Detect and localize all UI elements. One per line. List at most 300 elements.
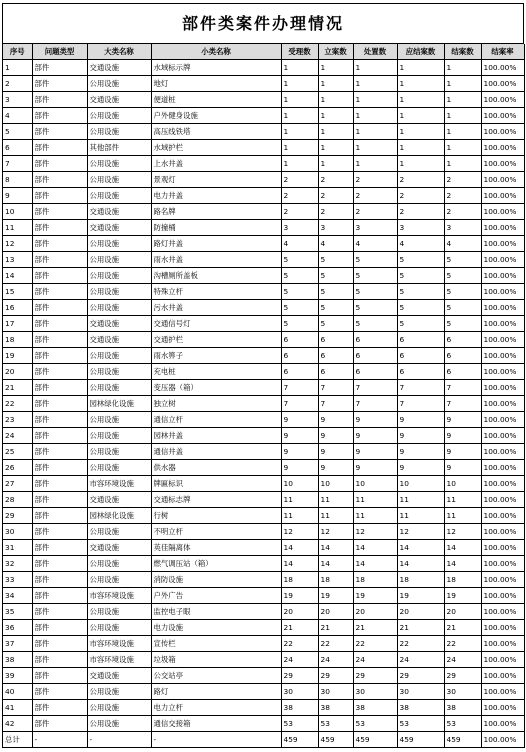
table-cell: 14 — [444, 540, 481, 556]
table-cell: 市容环境设施 — [87, 636, 151, 652]
table-cell: 5 — [353, 268, 397, 284]
table-cell: 充电桩 — [151, 364, 281, 380]
table-cell: 5 — [353, 284, 397, 300]
table-cell: 公用设施 — [87, 108, 151, 124]
table-cell: 部件 — [32, 604, 87, 620]
table-cell: 部件 — [32, 620, 87, 636]
table-cell: 5 — [353, 316, 397, 332]
table-cell: 部件 — [32, 460, 87, 476]
table-cell: 36 — [3, 620, 32, 636]
table-cell: 53 — [444, 716, 481, 732]
table-cell: 6 — [397, 364, 444, 380]
table-cell: 交通护栏 — [151, 332, 281, 348]
table-cell: 10 — [318, 476, 353, 492]
table-cell: 1 — [353, 92, 397, 108]
table-cell: 9 — [281, 460, 318, 476]
table-cell: 6 — [444, 364, 481, 380]
table-cell: 部件 — [32, 476, 87, 492]
table-cell: 部件 — [32, 236, 87, 252]
table-cell: 1 — [444, 60, 481, 76]
table-cell: 18 — [318, 572, 353, 588]
table-cell: 电力立杆 — [151, 700, 281, 716]
column-header: 序号 — [3, 44, 32, 60]
table-row — [3, 124, 524, 140]
table-cell: 9 — [444, 412, 481, 428]
table-cell: 6 — [353, 332, 397, 348]
table-cell: 9 — [397, 428, 444, 444]
table-cell: 22 — [444, 636, 481, 652]
table-cell: 24 — [397, 652, 444, 668]
table-cell: 电力设施 — [151, 620, 281, 636]
table-cell: 公用设施 — [87, 412, 151, 428]
table-cell: 部件 — [32, 60, 87, 76]
table-cell: 100.00% — [481, 508, 524, 524]
table-cell: 7 — [397, 380, 444, 396]
table-cell: 地灯 — [151, 76, 281, 92]
table-cell: 1 — [353, 76, 397, 92]
table-cell: 1 — [397, 124, 444, 140]
table-cell: 3 — [281, 220, 318, 236]
table-cell: 9 — [281, 444, 318, 460]
table-cell: 14 — [444, 556, 481, 572]
table-row — [3, 572, 524, 588]
table-cell: 14 — [318, 540, 353, 556]
table-cell: 100.00% — [481, 572, 524, 588]
column-header: 小类名称 — [151, 44, 281, 60]
table-cell: 100.00% — [481, 588, 524, 604]
table-cell: 11 — [281, 492, 318, 508]
table-cell: 6 — [397, 348, 444, 364]
table-cell: 监控电子眼 — [151, 604, 281, 620]
table-cell: 100.00% — [481, 524, 524, 540]
table-cell: 公用设施 — [87, 556, 151, 572]
table-cell: 部件 — [32, 700, 87, 716]
table-row — [3, 396, 524, 412]
table-cell: 2 — [444, 172, 481, 188]
table-cell: 2 — [318, 204, 353, 220]
table-cell: - — [151, 732, 281, 748]
table-row — [3, 476, 524, 492]
table-cell: 9 — [397, 412, 444, 428]
table-cell: 19 — [281, 588, 318, 604]
table-cell: 5 — [444, 300, 481, 316]
table-cell: 100.00% — [481, 540, 524, 556]
table-cell: 42 — [3, 716, 32, 732]
table-cell: 交通设施 — [87, 220, 151, 236]
table-row — [3, 316, 524, 332]
table-cell: 公用设施 — [87, 380, 151, 396]
table-cell: 100.00% — [481, 428, 524, 444]
table-cell: 5 — [444, 268, 481, 284]
table-cell: 10 — [3, 204, 32, 220]
table-cell: 2 — [318, 172, 353, 188]
table-cell: 11 — [318, 508, 353, 524]
table-row — [3, 188, 524, 204]
table-cell: 14 — [397, 540, 444, 556]
table-cell: 公用设施 — [87, 716, 151, 732]
table-cell: 公用设施 — [87, 460, 151, 476]
table-cell: 22 — [281, 636, 318, 652]
table-cell: 100.00% — [481, 348, 524, 364]
table-row — [3, 348, 524, 364]
table-cell: 6 — [444, 332, 481, 348]
table-cell: 38 — [281, 700, 318, 716]
table-cell: 5 — [318, 252, 353, 268]
table-cell: 23 — [3, 412, 32, 428]
table-cell: 12 — [353, 524, 397, 540]
table-cell: 2 — [397, 188, 444, 204]
table-cell: 21 — [281, 620, 318, 636]
table-cell: 部件 — [32, 188, 87, 204]
table-cell: 部件 — [32, 92, 87, 108]
table-cell: 29 — [444, 668, 481, 684]
table-cell: 19 — [444, 588, 481, 604]
table-cell: 5 — [318, 268, 353, 284]
table-cell: 21 — [444, 620, 481, 636]
table-cell: 14 — [353, 556, 397, 572]
table-cell: 11 — [281, 508, 318, 524]
table-cell: 公用设施 — [87, 684, 151, 700]
table-cell: 14 — [397, 556, 444, 572]
table-cell: 5 — [318, 300, 353, 316]
table-row — [3, 412, 524, 428]
table-cell: 部件 — [32, 252, 87, 268]
table-cell: 4 — [353, 236, 397, 252]
table-cell: 部件 — [32, 156, 87, 172]
table-cell: 燃气调压站（箱） — [151, 556, 281, 572]
table-cell: 9 — [353, 444, 397, 460]
table-cell: 5 — [444, 284, 481, 300]
table-cell: 14 — [281, 540, 318, 556]
table-cell: 24 — [353, 652, 397, 668]
table-row — [3, 684, 524, 700]
table-cell: 公交站亭 — [151, 668, 281, 684]
table-cell: 7 — [318, 380, 353, 396]
table-cell: 9 — [318, 444, 353, 460]
table-cell: 20 — [353, 604, 397, 620]
table-cell: 9 — [353, 412, 397, 428]
table-cell: 公用设施 — [87, 124, 151, 140]
table-cell: 1 — [353, 124, 397, 140]
table-cell: 32 — [3, 556, 32, 572]
table-cell: 交通设施 — [87, 540, 151, 556]
table-cell: 5 — [318, 316, 353, 332]
table-cell: 1 — [281, 92, 318, 108]
table-cell: 20 — [444, 604, 481, 620]
table-cell: 9 — [318, 460, 353, 476]
table-row — [3, 332, 524, 348]
table-cell: 5 — [397, 300, 444, 316]
table-cell: 2 — [281, 204, 318, 220]
table-cell: 6 — [444, 348, 481, 364]
table-cell: 部件 — [32, 540, 87, 556]
table-cell: 市容环境设施 — [87, 588, 151, 604]
table-cell: 100.00% — [481, 684, 524, 700]
table-cell: 12 — [281, 524, 318, 540]
table-cell: 19 — [318, 588, 353, 604]
table-cell: 部件 — [32, 524, 87, 540]
table-cell: 33 — [3, 572, 32, 588]
table-cell: 不明立杆 — [151, 524, 281, 540]
table-row — [3, 508, 524, 524]
table-cell: 21 — [353, 620, 397, 636]
table-cell: 2 — [353, 172, 397, 188]
table-cell: 10 — [353, 476, 397, 492]
table-cell: 2 — [353, 188, 397, 204]
table-cell: 21 — [3, 380, 32, 396]
table-cell: 公用设施 — [87, 172, 151, 188]
table-cell: 14 — [318, 556, 353, 572]
table-cell: 1 — [397, 60, 444, 76]
table-row — [3, 716, 524, 732]
table-cell: 独立树 — [151, 396, 281, 412]
table-cell: 30 — [397, 684, 444, 700]
table-cell: 40 — [3, 684, 32, 700]
table-cell: 1 — [353, 108, 397, 124]
table-cell: 38 — [397, 700, 444, 716]
table-cell: 部件 — [32, 76, 87, 92]
table-cell: 7 — [444, 380, 481, 396]
table-cell: 9 — [3, 188, 32, 204]
table-cell: 12 — [3, 236, 32, 252]
table-cell: 18 — [397, 572, 444, 588]
table-cell: 水域护栏 — [151, 140, 281, 156]
table-cell: 29 — [281, 668, 318, 684]
table-cell: 园林绿化设施 — [87, 508, 151, 524]
column-header: 立案数 — [318, 44, 353, 60]
table-row — [3, 108, 524, 124]
table-cell: 公用设施 — [87, 236, 151, 252]
table-cell: 其他部件 — [87, 140, 151, 156]
table-row — [3, 652, 524, 668]
table-cell: 100.00% — [481, 156, 524, 172]
table-cell: 1 — [353, 60, 397, 76]
table-cell: 1 — [353, 156, 397, 172]
table-row — [3, 364, 524, 380]
table-cell: 路灯井盖 — [151, 236, 281, 252]
table-cell: 20 — [397, 604, 444, 620]
table-cell: 户外健身设施 — [151, 108, 281, 124]
table-cell: 部件 — [32, 268, 87, 284]
table-cell: 园林绿化设施 — [87, 396, 151, 412]
table-cell: 公用设施 — [87, 76, 151, 92]
table-cell: 29 — [318, 668, 353, 684]
table-cell: 市容环境设施 — [87, 476, 151, 492]
table-cell: 1 — [318, 140, 353, 156]
table-cell: 3 — [318, 220, 353, 236]
table-cell: 11 — [318, 492, 353, 508]
table-cell: 行树 — [151, 508, 281, 524]
table-cell: 6 — [281, 364, 318, 380]
table-cell: 部件 — [32, 284, 87, 300]
table-cell: 12 — [444, 524, 481, 540]
table-cell: 2 — [444, 204, 481, 220]
table-cell: 37 — [3, 636, 32, 652]
table-cell: 100.00% — [481, 716, 524, 732]
table-cell: 1 — [397, 108, 444, 124]
table-row — [3, 460, 524, 476]
table-cell: 459 — [281, 732, 318, 748]
table-row — [3, 636, 524, 652]
table-cell: 53 — [318, 716, 353, 732]
table-cell: 25 — [3, 444, 32, 460]
table-cell: 公用设施 — [87, 348, 151, 364]
table-cell: 100.00% — [481, 556, 524, 572]
table-cell: 53 — [281, 716, 318, 732]
table-cell: 14 — [281, 556, 318, 572]
column-header: 应结案数 — [397, 44, 444, 60]
table-cell: 15 — [3, 284, 32, 300]
table-cell: 1 — [318, 124, 353, 140]
table-cell: 27 — [3, 476, 32, 492]
table-cell: 11 — [397, 508, 444, 524]
table-cell: 22 — [3, 396, 32, 412]
table-cell: 30 — [444, 684, 481, 700]
table-cell: 部件 — [32, 508, 87, 524]
table-cell: 38 — [444, 700, 481, 716]
table-cell: 459 — [444, 732, 481, 748]
table-row — [3, 220, 524, 236]
table-cell: 公用设施 — [87, 572, 151, 588]
table-cell: 100.00% — [481, 60, 524, 76]
table-row — [3, 588, 524, 604]
table-cell: 公用设施 — [87, 444, 151, 460]
table-cell: 部件 — [32, 300, 87, 316]
table-cell: 户外广告 — [151, 588, 281, 604]
table-cell: 部件 — [32, 412, 87, 428]
table-cell: 19 — [353, 588, 397, 604]
table-cell: 18 — [3, 332, 32, 348]
table-cell: 459 — [353, 732, 397, 748]
table-cell: 英佳隔离体 — [151, 540, 281, 556]
table-cell: 24 — [281, 652, 318, 668]
table-cell: 5 — [281, 316, 318, 332]
table-row — [3, 300, 524, 316]
table-cell: 53 — [353, 716, 397, 732]
table-cell: 100.00% — [481, 652, 524, 668]
table-cell: 公用设施 — [87, 524, 151, 540]
table-cell: 部件 — [32, 428, 87, 444]
table-cell: 24 — [318, 652, 353, 668]
table-cell: 1 — [397, 76, 444, 92]
table-cell: 4 — [3, 108, 32, 124]
table-cell: 交通设施 — [87, 668, 151, 684]
table-cell: 1 — [444, 92, 481, 108]
table-cell: 30 — [353, 684, 397, 700]
table-cell: 9 — [318, 428, 353, 444]
table-cell: 高压线铁塔 — [151, 124, 281, 140]
table-cell: 11 — [444, 508, 481, 524]
table-cell: 部件 — [32, 124, 87, 140]
table-cell: 交通设施 — [87, 204, 151, 220]
table-cell: 交通设施 — [87, 492, 151, 508]
table-cell: 41 — [3, 700, 32, 716]
table-cell: 30 — [281, 684, 318, 700]
table-cell: 5 — [281, 268, 318, 284]
table-cell: 1 — [397, 140, 444, 156]
table-cell: 交通标志牌 — [151, 492, 281, 508]
table-cell: 1 — [281, 124, 318, 140]
table-cell: 部件 — [32, 684, 87, 700]
table-row — [3, 604, 524, 620]
table-cell: 公用设施 — [87, 156, 151, 172]
table-cell: 公用设施 — [87, 604, 151, 620]
table-cell: 2 — [281, 188, 318, 204]
column-header: 结案率 — [481, 44, 524, 60]
table-cell: 7 — [281, 380, 318, 396]
table-row — [3, 156, 524, 172]
table-cell: 5 — [281, 252, 318, 268]
table-cell: 18 — [444, 572, 481, 588]
table-cell: 雨水井盖 — [151, 252, 281, 268]
table-cell: 3 — [444, 220, 481, 236]
table-cell: 7 — [444, 396, 481, 412]
column-header: 受理数 — [281, 44, 318, 60]
table-cell: 14 — [3, 268, 32, 284]
table-cell: 6 — [353, 348, 397, 364]
table-cell: 消防设施 — [151, 572, 281, 588]
table-cell: 21 — [397, 620, 444, 636]
table-cell: 31 — [3, 540, 32, 556]
table-cell: 10 — [397, 476, 444, 492]
table-cell: 9 — [444, 444, 481, 460]
table-cell: 4 — [281, 236, 318, 252]
table-cell: 11 — [3, 220, 32, 236]
table-cell: 交通设施 — [87, 316, 151, 332]
table-cell: 公用设施 — [87, 620, 151, 636]
table-cell: 100.00% — [481, 460, 524, 476]
table-cell: 上水井盖 — [151, 156, 281, 172]
table-cell: 4 — [397, 236, 444, 252]
table-cell: 污水井盖 — [151, 300, 281, 316]
table-row — [3, 524, 524, 540]
table-cell: 5 — [3, 124, 32, 140]
table-cell: 100.00% — [481, 444, 524, 460]
table-cell: 100.00% — [481, 284, 524, 300]
table-cell: 9 — [281, 428, 318, 444]
table-cell: 路灯 — [151, 684, 281, 700]
table-cell: 1 — [281, 60, 318, 76]
table-cell: 园林井盖 — [151, 428, 281, 444]
table-cell: 公用设施 — [87, 300, 151, 316]
table-cell: 100.00% — [481, 604, 524, 620]
table-cell: 22 — [353, 636, 397, 652]
table-cell: 供水器 — [151, 460, 281, 476]
table-cell: 3 — [397, 220, 444, 236]
table-cell: 6 — [318, 332, 353, 348]
table-cell: 9 — [281, 412, 318, 428]
table-cell: 5 — [353, 252, 397, 268]
table-cell: 29 — [3, 508, 32, 524]
table-cell: 20 — [3, 364, 32, 380]
table-cell: 38 — [353, 700, 397, 716]
table-cell: 2 — [281, 172, 318, 188]
table-cell: 7 — [353, 396, 397, 412]
table-cell: 便道桩 — [151, 92, 281, 108]
table-cell: 通信交接箱 — [151, 716, 281, 732]
table-cell: 5 — [281, 284, 318, 300]
table-cell: 38 — [318, 700, 353, 716]
table-cell: 100.00% — [481, 732, 524, 748]
table-row — [3, 428, 524, 444]
table-cell: 市容环境设施 — [87, 652, 151, 668]
table-row — [3, 380, 524, 396]
table-cell: 公用设施 — [87, 284, 151, 300]
table-cell: 1 — [3, 60, 32, 76]
table-cell: 部件 — [32, 364, 87, 380]
table-cell: 总计 — [3, 732, 32, 748]
table-cell: 7 — [318, 396, 353, 412]
